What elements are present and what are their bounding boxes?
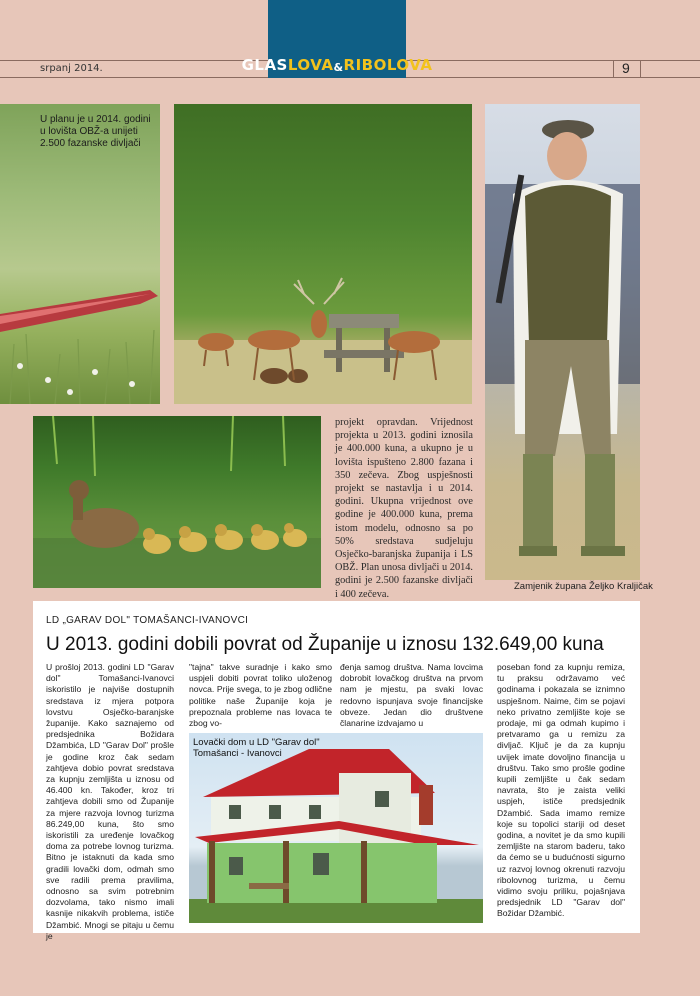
deer-photo-art bbox=[174, 104, 472, 404]
deputy-photo-art bbox=[485, 104, 640, 580]
deer-photo bbox=[174, 104, 472, 404]
header-rule-right bbox=[406, 60, 700, 61]
article-column-4: poseban fond za kupnju remiza, tu praksu održavamo već godinama i pokazala se iznimno uspješnom. Naime, čim se pojavi neko privatno zemljište koje se prodaje, mi ga odmah kupimo i pretvaramo ga u remizu za divljač. Ključ je da za kupnju uvijek imate dovoljno financija u društvu. Tako smo prošle godine kupili zemljište u čak sedam navrata, što je zaista veliki uspjeh, ističe predsjednik Džambić. Sada imamo remize koje su topolici stariji od deset godina, a novitet je da smo kupili zemljište na starom baderu, tako da ćemo se u budućnosti sigurno uz razvoj lovnog okrenuti razvoju ribolovnog turizma, u čemu vidimo svoju priliku, pojašnjava predsjednik LD "Garav dol" Božidar Džambić. bbox=[497, 662, 625, 919]
deputy-caption: Zamjenik župana Željko Kraljičak bbox=[514, 581, 653, 592]
page-number-divider bbox=[613, 60, 614, 78]
pheasant-caption: U planu je u 2014. godini u lovišta OBŽ-a unijeti 2.500 fazanske divljači bbox=[40, 114, 151, 149]
hunting-lodge-art bbox=[189, 733, 483, 923]
page-number-divider-right bbox=[640, 60, 641, 78]
masthead-logo bbox=[241, 0, 433, 78]
article-column-2: "tajna" takve suradnje i kako smo uspjeli dobiti povrat toliko uloženog novca. Prije svega, to je zbog odlične politike naše Županije koja je prepoznala probleme nas lovaca te zbog vo- bbox=[189, 662, 332, 729]
logo-glas: GLAS bbox=[241, 56, 288, 74]
article-column-1: U prošloj 2013. godini LD "Garav dol" Tomašanci-Ivanovci iskoristilo je najviše dostupnih sredstava iz mjera potpora lovstvu Osječko-baranjske županije. Kako saznajemo od predsjednika Božidara Džambića, LD "Garav Dol" prošle je godine kroz čak sedam zahtjeva dobio povrat sredstava za kupnju zemljišta u iznosu od 46.400 kn. Također, kroz tri zahtjeva dobili smo od Županije za mjere razvoja lovnog turizma 86.249,00 kuna, što smo iskoristili za uređenje lovačkog doma za potrebe lovnog turizma. Bitno je istaknuti da kada smo gradili lovački dom, odmah smo sve radili prema pravilima, odnosno sa svim potrebnim dozvolama, tako nismo imali kasnije nikakvih problema, ističe Džambić. Mnogi se pitaju u čemu je bbox=[46, 662, 174, 941]
ducks-photo-art bbox=[33, 416, 321, 588]
house-caption-line-1: Lovački dom u LD "Garav dol" bbox=[193, 737, 320, 748]
house-caption-line-2: Tomašanci - Ivanovci bbox=[193, 748, 282, 759]
header-rule-left bbox=[0, 60, 268, 61]
page-number: 9 bbox=[622, 60, 630, 76]
logo-lova: LOVA bbox=[287, 56, 334, 74]
deputy-photo bbox=[485, 104, 640, 580]
header-rule-left-bottom bbox=[0, 77, 268, 78]
logo-amp: & bbox=[333, 61, 344, 74]
logo-ribolova: RIBOLOVA bbox=[343, 56, 433, 74]
hunting-lodge-photo bbox=[189, 733, 483, 923]
header-rule-right-bottom bbox=[406, 77, 700, 78]
article-kicker: LD „GARAV DOL" TOMAŠANCI-IVANOVCI bbox=[46, 615, 249, 626]
issue-date: srpanj 2014. bbox=[40, 63, 103, 74]
top-article-text: projekt opravdan. Vrijednost projekta u 2013. godini iznosila je 400.000 kuna, a ukupno je u lovišta ispušteno 2.800 fazana i 350 zečeva. Zbog uspješnosti projekt se nastavlja i u 2014. godini. Ukupna vrijednost ove godine je 400.000 kuna, prema istom modelu, odnosno sa po 50% sredstava sudjeluju Osječko-baranjska županija i LS OBŽ. Plan unosa divljači u 2014. godini je 2.500 fazanske divljači i 400 zečeva. bbox=[335, 417, 473, 600]
ducks-photo bbox=[33, 416, 321, 588]
house-caption bbox=[193, 737, 393, 759]
article-headline: U 2013. godini dobili povrat od Županije u iznosu 132.649,00 kuna bbox=[46, 634, 604, 655]
article-column-3: đenja samog društva. Nama lovcima dobrobit lovačkog društva na prvom nam je mjestu, pa svaki lovac redovno ispunjava svoje financijske obveze. Jedan dio društvene članarine izdvajamo u bbox=[340, 662, 483, 729]
